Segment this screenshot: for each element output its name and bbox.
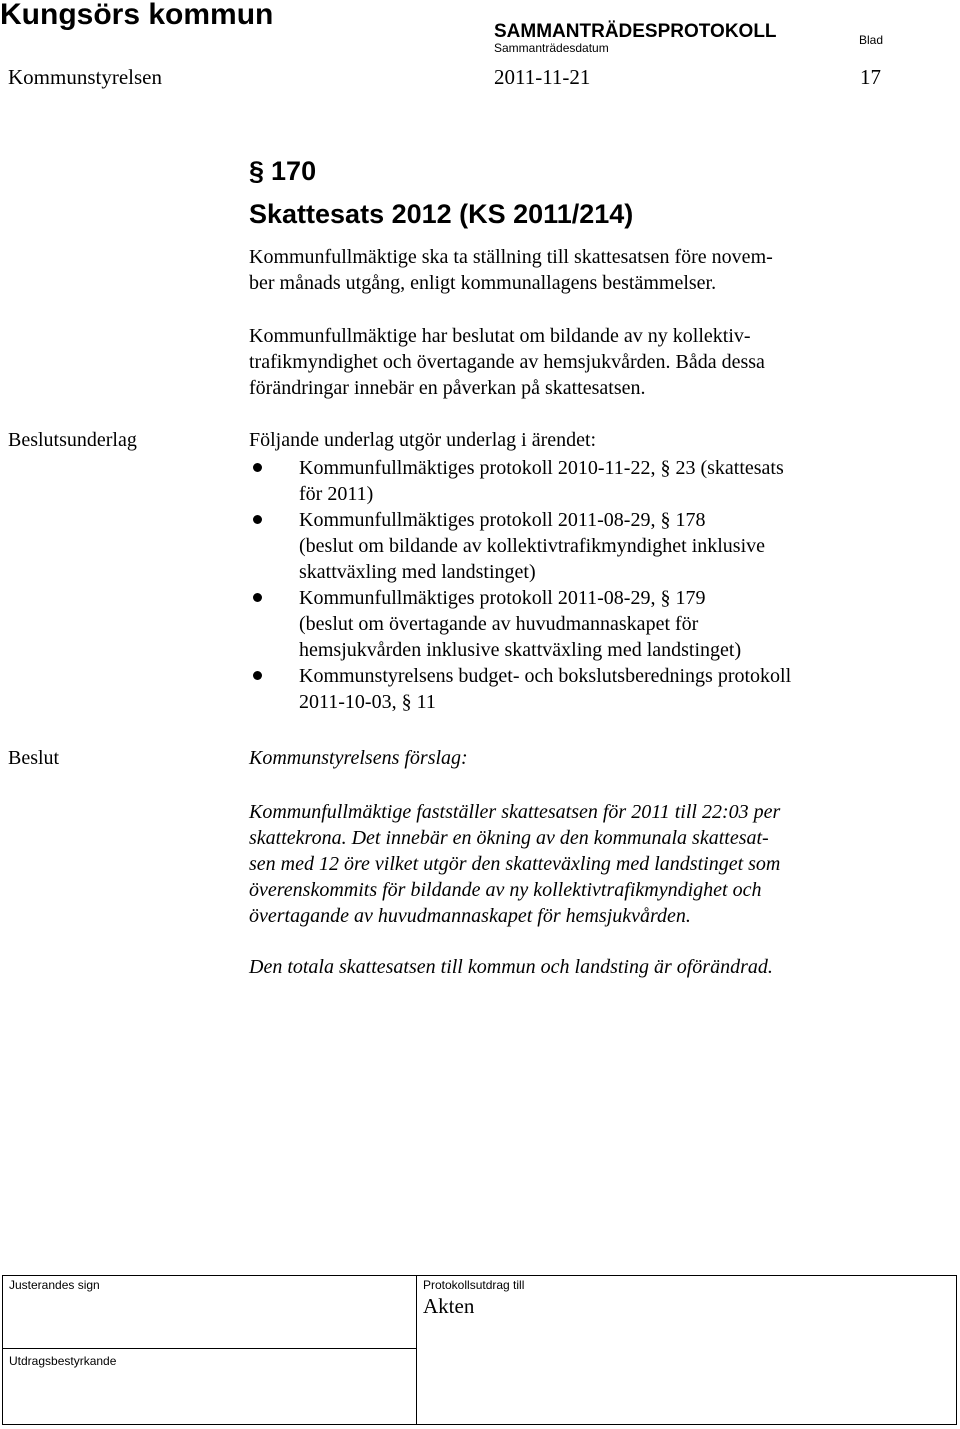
organization-name: Kungsörs kommun: [0, 0, 274, 31]
protokollsutdrag-label: Protokollsutdrag till: [423, 1278, 525, 1292]
underlag-intro: Följande underlag utgör underlag i ärendet:: [249, 429, 597, 451]
justerandes-sign-label: Justerandes sign: [9, 1278, 100, 1292]
committee-name: Kommunstyrelsen: [8, 65, 162, 89]
table-divider: [416, 1276, 417, 1424]
text-line: Kommunfullmäktige har beslutat om bildande av ny kollektiv-: [249, 325, 751, 347]
text-line: hemsjukvården inklusive skattväxling med landstinget): [299, 639, 742, 661]
text-line: Kommunfullmäktiges protokoll 2011-08-29, § 178: [299, 509, 706, 531]
intro-paragraph-2: [249, 323, 869, 401]
bullet-icon: [253, 593, 262, 602]
proposal-title: Kommunstyrelsens förslag:: [249, 747, 468, 769]
text-line: övertagande av huvudmannaskapet för hemsjukvården.: [249, 905, 691, 927]
text-line: för 2011): [299, 483, 374, 505]
utdragsbestyrkande-label: Utdragsbestyrkande: [9, 1354, 117, 1368]
text-line: Kommunfullmäktige ska ta ställning till skattesatsen före novem-: [249, 246, 773, 268]
section-number-value: 170: [271, 156, 317, 186]
page-number: 17: [860, 65, 881, 89]
text-line: skattväxling med landstinget): [299, 561, 536, 583]
text-line: Kommunfullmäktiges protokoll 2011-08-29, § 179: [299, 587, 706, 609]
recipient-akten: Akten: [423, 1294, 475, 1318]
margin-label-beslut: Beslut: [8, 747, 60, 769]
table-divider: [3, 1348, 416, 1349]
text-line: (beslut om övertagande av huvudmannaskapet för: [299, 613, 699, 635]
intro-paragraph-1: [249, 244, 869, 296]
section-title: Skattesats 2012 (KS 2011/214): [249, 199, 634, 229]
bullet-icon: [253, 463, 262, 472]
bullet-icon: [253, 671, 262, 680]
text-line: skattekrona. Det innebär en ökning av den kommunala skattesat-: [249, 827, 769, 849]
bullet-icon: [253, 515, 262, 524]
list-item: [249, 585, 889, 663]
text-line: (beslut om bildande av kollektivtrafikmyndighet inklusive: [299, 535, 766, 557]
text-line: Kommunstyrelsens budget- och bokslutsberednings protokoll: [299, 665, 792, 687]
list-item: [249, 455, 889, 507]
list-item: [249, 663, 889, 715]
margin-label-beslutsunderlag: Beslutsunderlag: [8, 429, 137, 451]
date-label: Sammanträdesdatum: [494, 41, 609, 55]
text-line: trafikmyndighet och övertagande av hemsjukvården. Båda dessa: [249, 351, 765, 373]
text-line: förändringar innebär en påverkan på skattesatsen.: [249, 377, 646, 399]
text-line: 2011-10-03, § 11: [299, 691, 436, 713]
page-label: Blad: [859, 33, 884, 47]
document-type: SAMMANTRÄDESPROTOKOLL: [494, 21, 777, 42]
underlag-list: [249, 455, 889, 715]
text-line: ber månads utgång, enligt kommunallagens bestämmelser.: [249, 272, 717, 294]
paragraph-symbol: §: [249, 156, 265, 186]
text-line: Kommunfullmäktiges protokoll 2010-11-22, § 23 (skattesats: [299, 457, 784, 479]
text-line: sen med 12 öre vilket utgör den skatteväxling med landstinget som: [249, 853, 781, 875]
text-line: Kommunfullmäktige fastställer skattesatsen för 2011 till 22:03 per: [249, 801, 781, 823]
list-item: [249, 507, 889, 585]
decision-text: [249, 799, 869, 929]
section-number: [249, 156, 316, 187]
meeting-date: 2011-11-21: [494, 65, 591, 89]
total-statement: Den totala skattesatsen till kommun och landsting är oförändrad.: [249, 956, 773, 978]
signature-table: [2, 1275, 957, 1425]
text-line: överenskommits för bildande av ny kollektivtrafikmyndighet och: [249, 879, 762, 901]
